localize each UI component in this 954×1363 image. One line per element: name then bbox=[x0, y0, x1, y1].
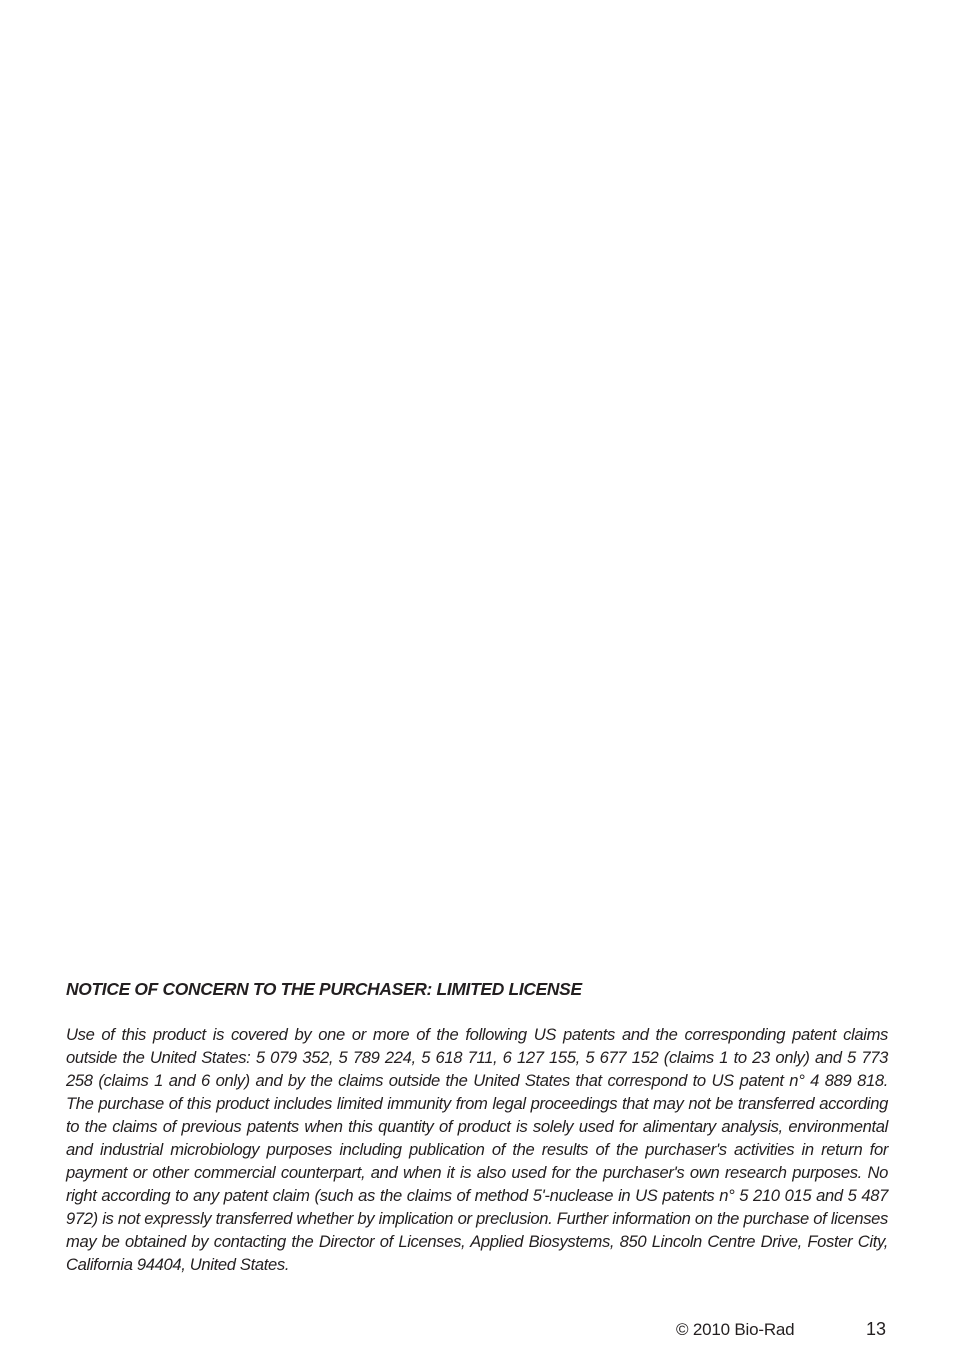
notice-body: Use of this product is covered by one or more of the following US patents and the corresponding patent claims outside the United States: 5 079 352, 5 789 224, 5 618 711, 6 127 155, 5 677 152 (claims 1 to 23 only) and 5 773 258 (claims 1 and 6 only) and by the claims outside the United States that correspond to US patent n° 4 889 818. The purchase of this product includes limited immunity from legal proceedings that may not be transferred according to the claims of previous patents when this quantity of product is solely used for alimentary analysis, environmental and industrial microbiology purposes including publication of the results of the purchaser's activities in return for payment or other commercial counterpart, and when it is also used for the purchaser's own research purposes. No right according to any patent claim (such as the claims of method 5'-nuclease in US patents n° 5 210 015 and 5 487 972) is not expressly transferred whether by implication or preclusion. Further information on the purchase of licenses may be obtained by contacting the Director of Licenses, Applied Biosystems, 850 Lincoln Centre Drive, Foster City, California 94404, United States. bbox=[66, 1025, 888, 1274]
license-notice bbox=[66, 978, 888, 1276]
page-number: 13 bbox=[866, 1319, 887, 1339]
notice-heading: NOTICE OF CONCERN TO THE PURCHASER: LIMITED LICENSE bbox=[66, 979, 582, 999]
footer-copyright: © 2010 Bio-Rad bbox=[676, 1320, 795, 1339]
